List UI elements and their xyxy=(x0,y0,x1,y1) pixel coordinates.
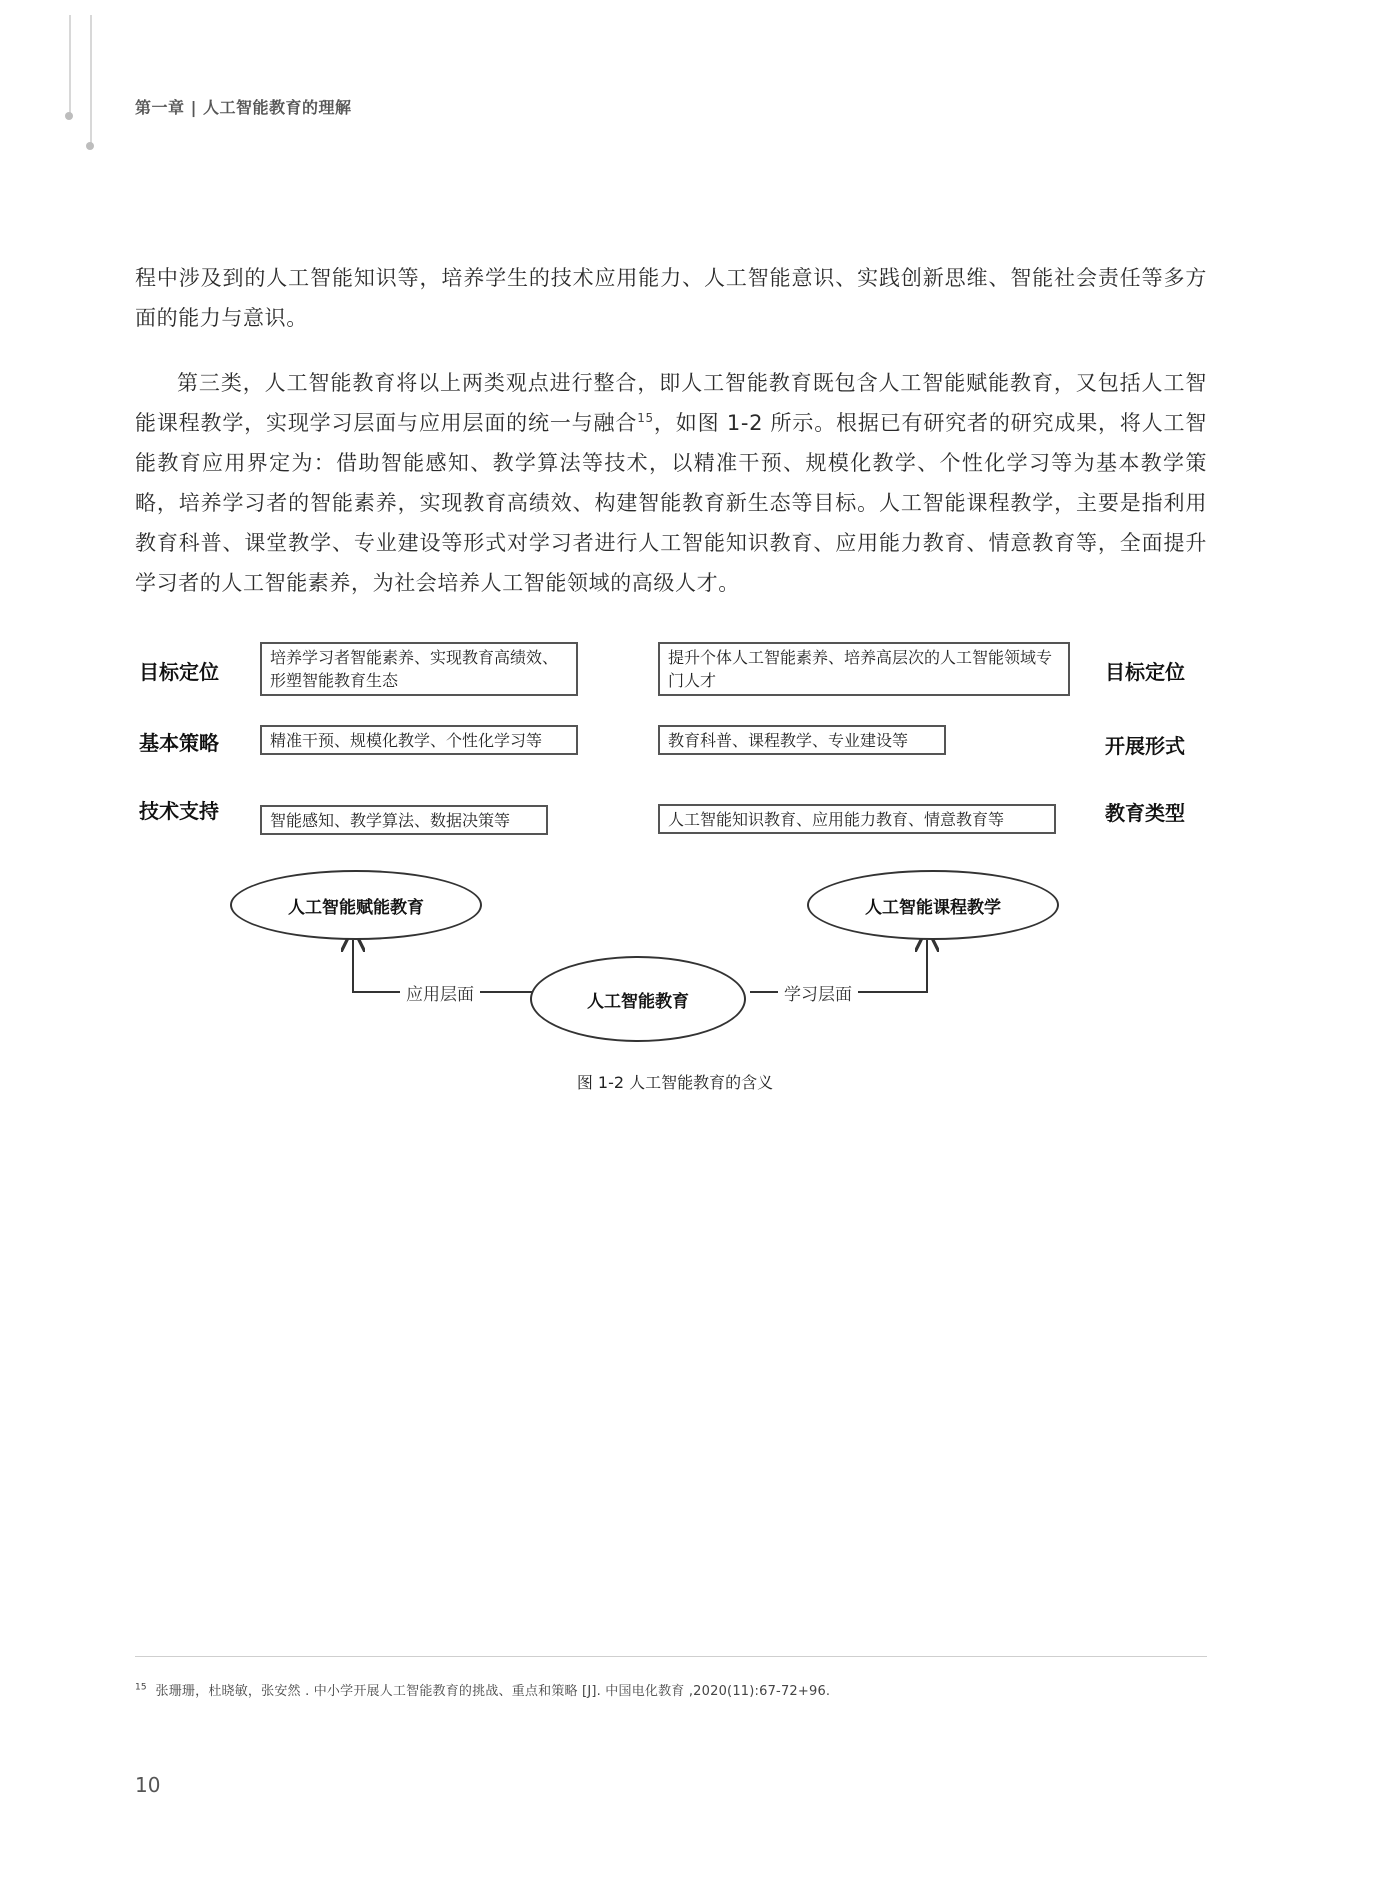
paragraph-text: ，如图 1-2 所示。根据已有研究者的研究成果，将人工智能教育应用界定为：借助智能感知、教学算法等技术，以精准干预、规模化教学、个性化学习等为基本教学策略，培养学习者的智能素养，实现教育高绩效、构建智能教育新生态等目标。人工智能课程教学，主要是指利用教育科普、课堂教学、专业建设等形式对学习者进行人工智能知识教育、应用能力教育、情意教育等，全面提升学习者的人工智能素养，为社会培养人工智能领域的高级人才。 xyxy=(135,411,1207,595)
decorative-line xyxy=(69,15,71,115)
body-paragraph-1: 程中涉及到的人工智能知识等，培养学生的技术应用能力、人工智能意识、实践创新思维、智能社会责任等多方面的能力与意识。 xyxy=(135,266,1207,330)
footnote-reference[interactable]: 15 xyxy=(637,411,654,425)
left-label-strategy: 基本策略 xyxy=(139,731,219,755)
decorative-dot xyxy=(86,142,94,150)
figure-ai-education-meaning xyxy=(130,640,1220,1120)
label-learning-layer: 学习层面 xyxy=(778,980,858,1005)
page-number: 10 xyxy=(135,1773,161,1797)
left-label-goal: 目标定位 xyxy=(139,660,219,684)
ellipse-ai-curriculum-teaching: 人工智能课程教学 xyxy=(807,870,1059,940)
left-box-strategy: 精准干预、规模化教学、个性化学习等 xyxy=(260,725,578,755)
label-application-layer: 应用层面 xyxy=(400,980,480,1005)
right-box-goal: 提升个体人工智能素养、培养高层次的人工智能领域专门人才 xyxy=(658,642,1070,696)
body-paragraph-2 xyxy=(135,363,1207,603)
figure-caption: 图 1-2 人工智能教育的含义 xyxy=(576,1073,774,1092)
footnote xyxy=(135,1680,1207,1699)
left-box-tech-support: 智能感知、教学算法、数据决策等 xyxy=(260,805,548,835)
footnote-text: 张珊珊，杜晓敏，张安然 . 中小学开展人工智能教育的挑战、重点和策略 [J]. 中国电化教育 ,2020(11):67-72+96. xyxy=(155,1684,831,1699)
running-header: 第一章 | 人工智能教育的理解 xyxy=(135,98,352,117)
right-box-education-type: 人工智能知识教育、应用能力教育、情意教育等 xyxy=(658,804,1056,834)
left-box-goal: 培养学习者智能素养、实现教育高绩效、形塑智能教育生态 xyxy=(260,642,578,696)
right-box-format: 教育科普、课程教学、专业建设等 xyxy=(658,725,946,755)
right-label-education-type: 教育类型 xyxy=(1105,801,1185,825)
decorative-line xyxy=(90,15,92,145)
right-label-format: 开展形式 xyxy=(1105,734,1185,758)
right-label-goal: 目标定位 xyxy=(1105,660,1185,684)
paragraph-text: 第三类，人工智能教育将以上两类观点进行整合，即人工智能教育既包含人工智能赋能教育，又包括人工智能课程教学，实现学习层面与应用层面的统一与融合 xyxy=(135,371,1207,435)
decorative-dot xyxy=(65,112,73,120)
ellipse-ai-empowered-education: 人工智能赋能教育 xyxy=(230,870,482,940)
ellipse-ai-education: 人工智能教育 xyxy=(530,956,746,1042)
footnote-divider xyxy=(135,1656,1207,1657)
left-label-tech-support: 技术支持 xyxy=(139,799,219,823)
footnote-number: 15 xyxy=(135,1682,147,1693)
